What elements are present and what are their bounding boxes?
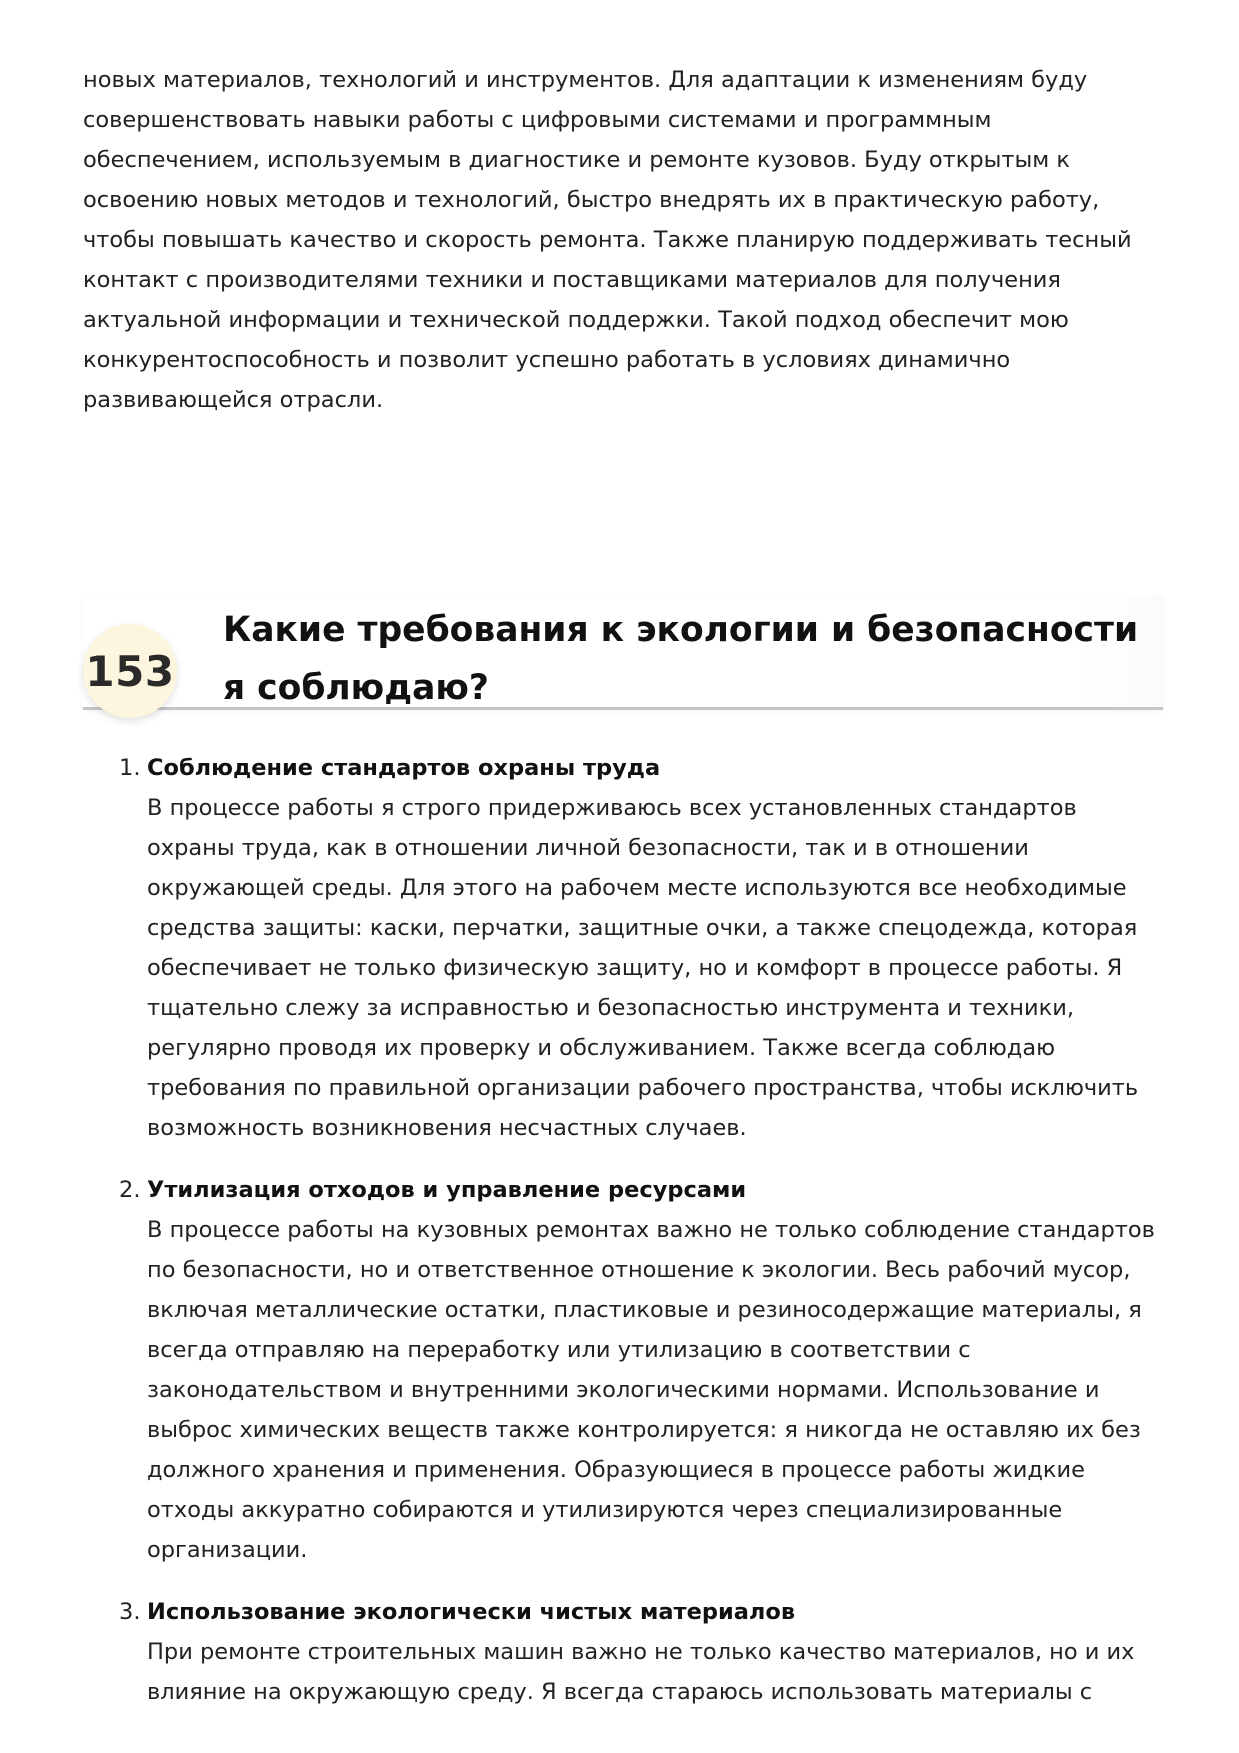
list-item-title: Утилизация отходов и управление ресурсами <box>147 1177 747 1203</box>
list-item-body: При ремонте строительных машин важно не только качество материалов, но и их влияние на окружающую среду. Я всегда стараюсь использовать материалы с <box>147 1639 1135 1705</box>
question-title: Какие требования к экологии и безопасности я соблюдаю? <box>223 610 1139 708</box>
list-item-number: 1. <box>119 755 141 781</box>
list-item-title: Использование экологически чистых материалов <box>147 1599 796 1625</box>
list-item-body: В процессе работы я строго придерживаюсь всех установленных стандартов охраны труда, как в отношении личной безопасности, так и в отношении окружающей среды. Для этого на рабочем месте используются все необходимые средства защиты: каски, перчатки, защитные очки, а также спецодежда, которая обеспечивает не только физическую защиту, но и комфорт в процессе работы. Я тщательно слежу за исправностью и безопасностью инструмента и техники, регулярно проводя их проверку и обслуживанием. Также всегда соблюдаю требования по правильной организации рабочего пространства, чтобы исключить возможность возникновения несчастных случаев. <box>147 795 1139 1141</box>
list-item <box>83 748 1163 1148</box>
intro-paragraph: новых материалов, технологий и инструментов. Для адаптации к изменениям буду совершенствовать навыки работы с цифровыми системами и программным обеспечением, используемым в диагностике и ремонте кузовов. Буду открытым к освоению новых методов и технологий, быстро внедрять их в практическую работу, чтобы повышать качество и скорость ремонта. Также планирую поддерживать тесный контакт с производителями техники и поставщиками материалов для получения актуальной информации и технической поддержки. Такой подход обеспечит мою конкурентоспособность и позволит успешно работать в условиях динамично развивающейся отрасли. <box>83 67 1132 413</box>
question-number: 153 <box>85 646 175 696</box>
list-item <box>83 1170 1163 1570</box>
question-number-badge <box>83 624 177 718</box>
question-header <box>83 595 1163 710</box>
list-item-title: Соблюдение стандартов охраны труда <box>147 755 661 781</box>
document-page <box>83 60 1163 1705</box>
list-item-number: 2. <box>119 1177 141 1203</box>
answer-list <box>83 748 1163 1734</box>
list-item <box>83 1592 1163 1712</box>
list-item-number: 3. <box>119 1599 141 1625</box>
list-item-body: В процессе работы на кузовных ремонтах важно не только соблюдение стандартов по безопасности, но и ответственное отношение к экологии. Весь рабочий мусор, включая металлические остатки, пластиковые и резиносодержащие материалы, я всегда отправляю на переработку или утилизацию в соответствии с законодательством и внутренними экологическими нормами. Использование и выброс химических веществ также контролируется: я никогда не оставляю их без должного хранения и применения. Образующиеся в процессе работы жидкие отходы аккуратно собираются и утилизируются через специализированные организации. <box>147 1217 1155 1563</box>
